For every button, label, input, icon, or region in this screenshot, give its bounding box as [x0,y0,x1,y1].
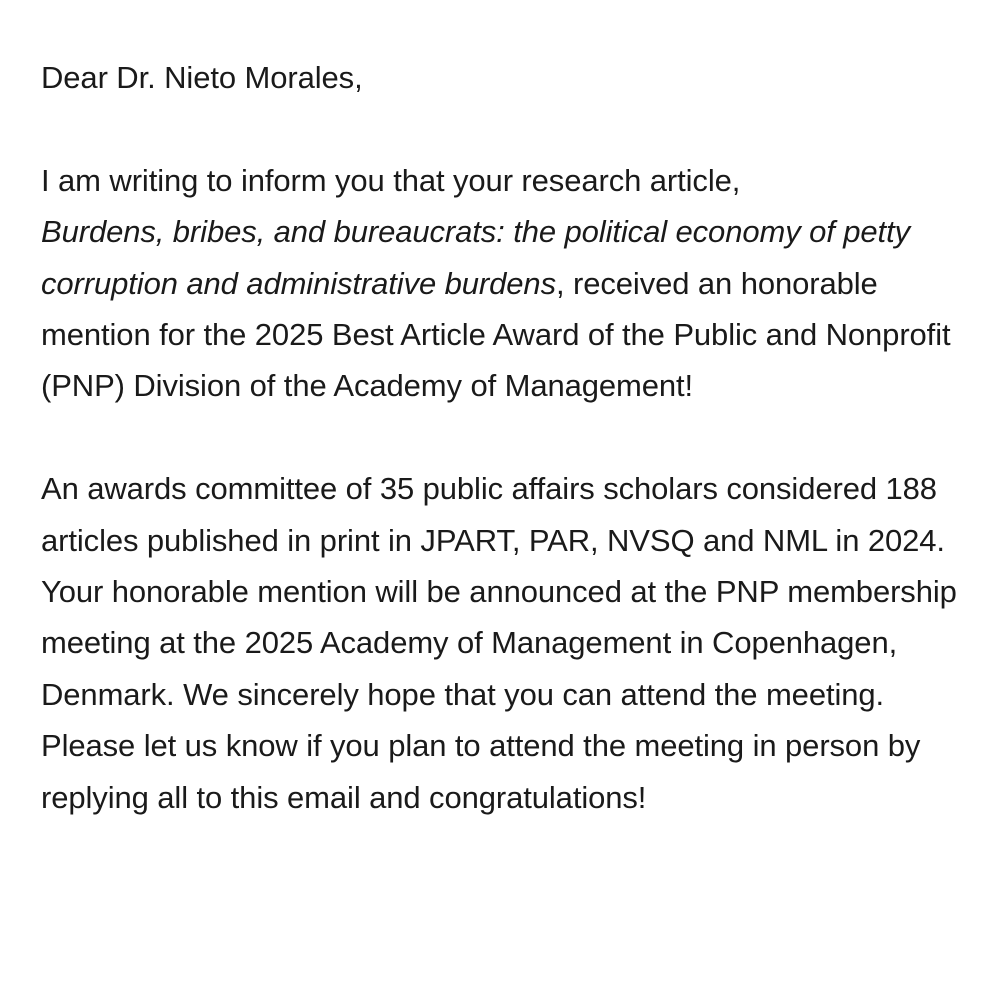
paragraph-committee-details: An awards committee of 35 public affairs scholars considered 188 articles published in print in JPART, PAR, NVSQ and NML in 2024. Your honorable mention will be announced at the PNP membership meeting at the 2025 Academy of Management in Copenhagen, Denmark. We sincerely hope that you can attend the meeting. Please let us know if you plan to attend the meeting in person by replying all to this email and congratulations! [41,471,957,815]
paragraph-award-notice [41,155,971,412]
paragraph-spacer [41,103,971,154]
greeting: Dear Dr. Nieto Morales, [41,60,363,95]
paragraph-spacer [41,412,971,463]
award-text: , received an honorable mention for the 2025 Best Article Award of the Public and Nonprofit (PNP) Division of the Academy of Management! [41,265,951,404]
intro-text: I am writing to inform you that your research article, [41,162,741,198]
email-body [41,52,971,823]
article-title: Burdens, bribes, and bureaucrats: the political economy of petty corruption and administrative burdens [41,214,910,301]
